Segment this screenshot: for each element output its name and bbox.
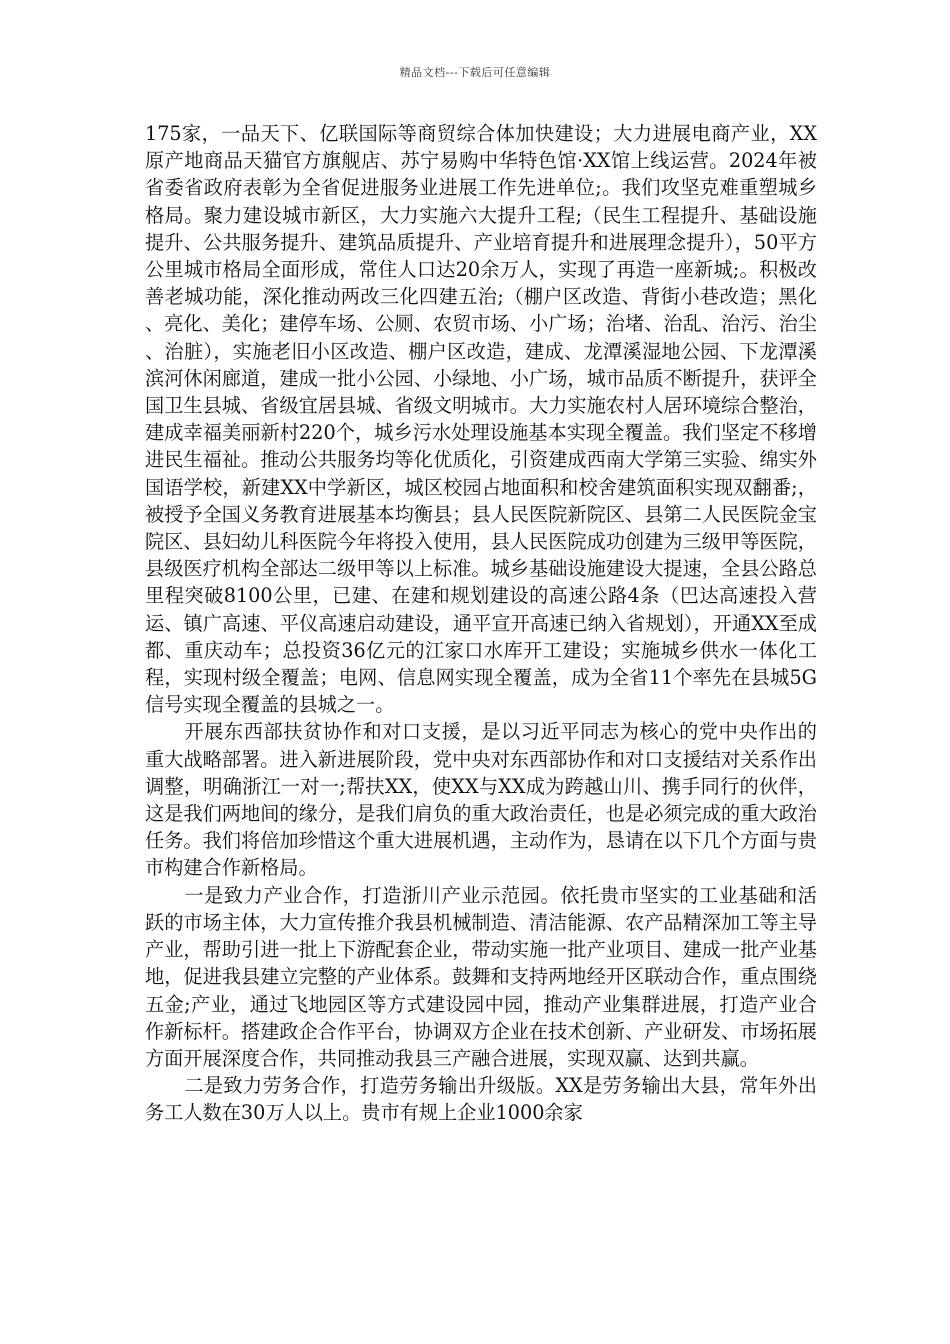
paragraph-3: 一是致力产业合作，打造浙川产业示范园。依托贵市坚实的工业基础和活跃的市场主体，大力宣传推介我县机械制造、清洁能源、农产品精深加工等主导产业，帮助引进一批上下游配套企业，带动实施一批产业项目、建成一批产业基地，促进我县建立完整的产业体系。鼓舞和支持两地经开区联动合作，重点围绕五金;产业，通过飞地园区等方式建设园中园，推动产业集群进展，打造产业合作新标杆。搭建政企合作平台，协调双方企业在技术创新、产业研发、市场拓展方面开展深度合作，共同推动我县三产融合进展，实现双赢、达到共赢。	[145, 883, 817, 1070]
paragraph-4: 二是致力劳务合作，打造劳务输出升级版。XX是劳务输出大县，常年外出务工人数在30万人以上。贵市有规上企业1000余家	[145, 1074, 817, 1125]
paragraph-2: 开展东西部扶贫协作和对口支援，是以习近平同志为核心的党中央作出的重大战略部署。进入新进展阶段，党中央对东西部协作和对口支援结对关系作出调整，明确浙江一对一;帮扶XX，使XX与XX成为跨越山川、携手同行的伙伴，这是我们两地间的缘分，是我们肩负的重大政治责任，也是必须完成的重大政治任务。我们将倍加珍惜这个重大进展机遇，主动作为，恳请在以下几个方面与贵市构建合作新格局。	[145, 720, 817, 880]
page-header: 精品文档---下载后可任意编辑	[399, 66, 551, 79]
document-body	[145, 120, 817, 1127]
paragraph-1: 175家，一品天下、亿联国际等商贸综合体加快建设；大力进展电商产业，XX原产地商品天猫官方旗舰店、苏宁易购中华特色馆·XX馆上线运营。2024年被省委省政府表彰为全省促进服务业进展工作先进单位;。我们攻坚克难重塑城乡格局。聚力建设城市新区，大力实施六大提升工程;（民生工程提升、基础设施提升、公共服务提升、建筑品质提升、产业培育提升和进展理念提升），50平方公里城市格局全面形成，常住人口达20余万人，实现了再造一座新城;。积极改善老城功能，深化推动两改三化四建五治;（棚户区改造、背街小巷改造；黑化、亮化、美化；建停车场、公厕、农贸市场、小广场；治堵、治乱、治污、治尘、治脏），实施老旧小区改造、棚户区改造，建成、龙潭溪湿地公园、下龙潭溪滨河休闲廊道，建成一批小公园、小绿地、小广场，城市品质不断提升，获评全国卫生县城、省级宜居县城、省级文明城市。大力实施农村人居环境综合整治，建成幸福美丽新村220个，城乡污水处理设施基本实现全覆盖。我们坚定不移增进民生福祉。推动公共服务均等化优质化，引资建成西南大学第三实验、绵实外国语学校，新建XX中学新区，城区校园占地面积和校舍建筑面积实现双翻番;，被授予全国义务教育进展基本均衡县；县人民医院新院区、县第二人民医院金宝院区、县妇幼儿科医院今年将投入使用，县人民医院成功创建为三级甲等医院，县级医疗机构全部达二级甲等以上标准。城乡基础设施建设大提速，全县公路总里程突破8100公里，已建、在建和规划建设的高速公路4条（巴达高速投入营运、镇广高速、平仪高速启动建设，通平宣开高速已纳入省规划），开通XX至成都、重庆动车；总投资36亿元的江家口水库开工建设；实施城乡供水一体化工程，实现村级全覆盖；电网、信息网实现全覆盖，成为全省11个率先在县城5G信号实现全覆盖的县城之一。	[145, 122, 817, 717]
